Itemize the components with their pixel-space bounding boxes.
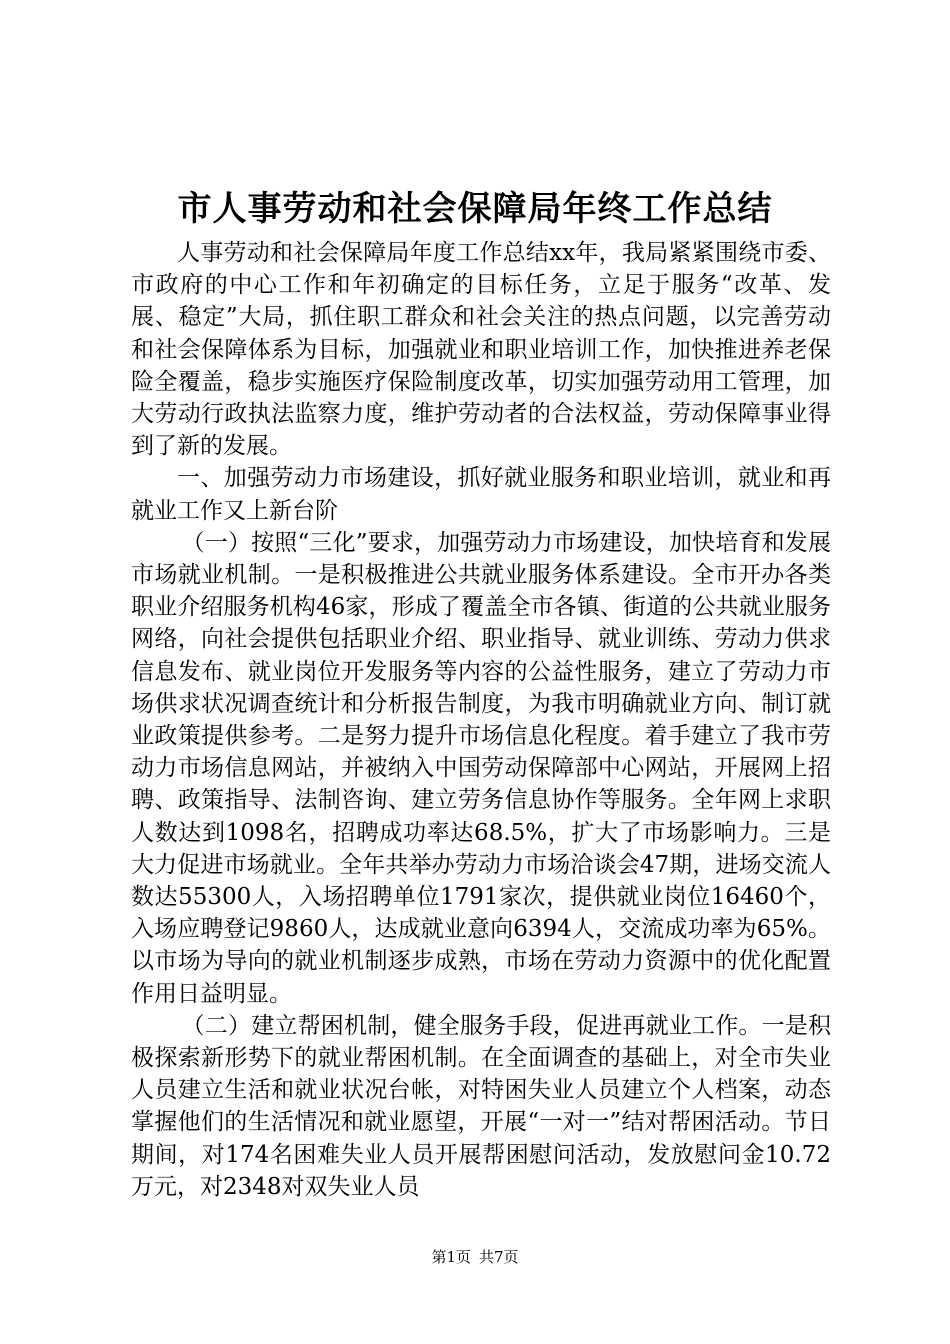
document-body [131, 237, 831, 1203]
document-title: 市人事劳动和社会保障局年终工作总结 [177, 189, 773, 229]
page-footer [0, 1246, 950, 1268]
section-heading-1: 一、加强劳动力市场建设，抓好就业服务和职业培训，就业和再就业工作又上新台阶 [131, 465, 831, 524]
page-number: 第1页 [431, 1248, 471, 1266]
subsection-paragraph-1: （一）按照“三化”要求，加强劳动力市场建设，加快培育和发展市场就业机制。一是积极推进公共就业服务体系建设。全市开办各类职业介绍服务机构46家，形成了覆盖全市各镇、街道的公共就业服务网络，向社会提供包括职业介绍、职业指导、就业训练、劳动力供求信息发布、就业岗位开发服务等内容的公益性服务，建立了劳动力市场供求状况调查统计和分析报告制度，为我市明确就业方向、制订就业政策提供参考。二是努力提升市场信息化程度。着手建立了我市劳动力市场信息网站，并被纳入中国劳动保障部中心网站，开展网上招聘、政策指导、法制咨询、建立劳务信息协作等服务。全年网上求职人数达到1098名，招聘成功率达68.5%，扩大了市场影响力。三是大力促进市场就业。全年共举办劳动力市场洽谈会47期，进场交流人数达55300人，入场招聘单位1791家次，提供就业岗位16460个，入场应聘登记9860人，达成就业意向6394人，交流成功率为65%。以市场为导向的就业机制逐步成熟，市场在劳动力资源中的优化配置作用日益明显。 [131, 529, 831, 1007]
page-total: 共7页 [479, 1248, 519, 1266]
intro-paragraph: 人事劳动和社会保障局年度工作总结xx年，我局紧紧围绕市委、市政府的中心工作和年初确定的目标任务，立足于服务“改革、发展、稳定”大局，抓住职工群众和社会关注的热点问题，以完善劳动和社会保障体系为目标，加强就业和职业培训工作，加快推进养老保险全覆盖，稳步实施医疗保险制度改革，切实加强劳动用工管理，加大劳动行政执法监察力度，维护劳动者的合法权益，劳动保障事业得到了新的发展。 [131, 240, 831, 460]
subsection-paragraph-2: （二）建立帮困机制，健全服务手段，促进再就业工作。一是积极探索新形势下的就业帮困机制。在全面调查的基础上，对全市失业人员建立生活和就业状况台帐，对特困失业人员建立个人档案，动态掌握他们的生活情况和就业愿望，开展“一对一”结对帮困活动。节日期间，对174名困难失业人员开展帮困慰问活动，发放慰问金10.72万元，对2348对双失业人员 [131, 1012, 831, 1200]
